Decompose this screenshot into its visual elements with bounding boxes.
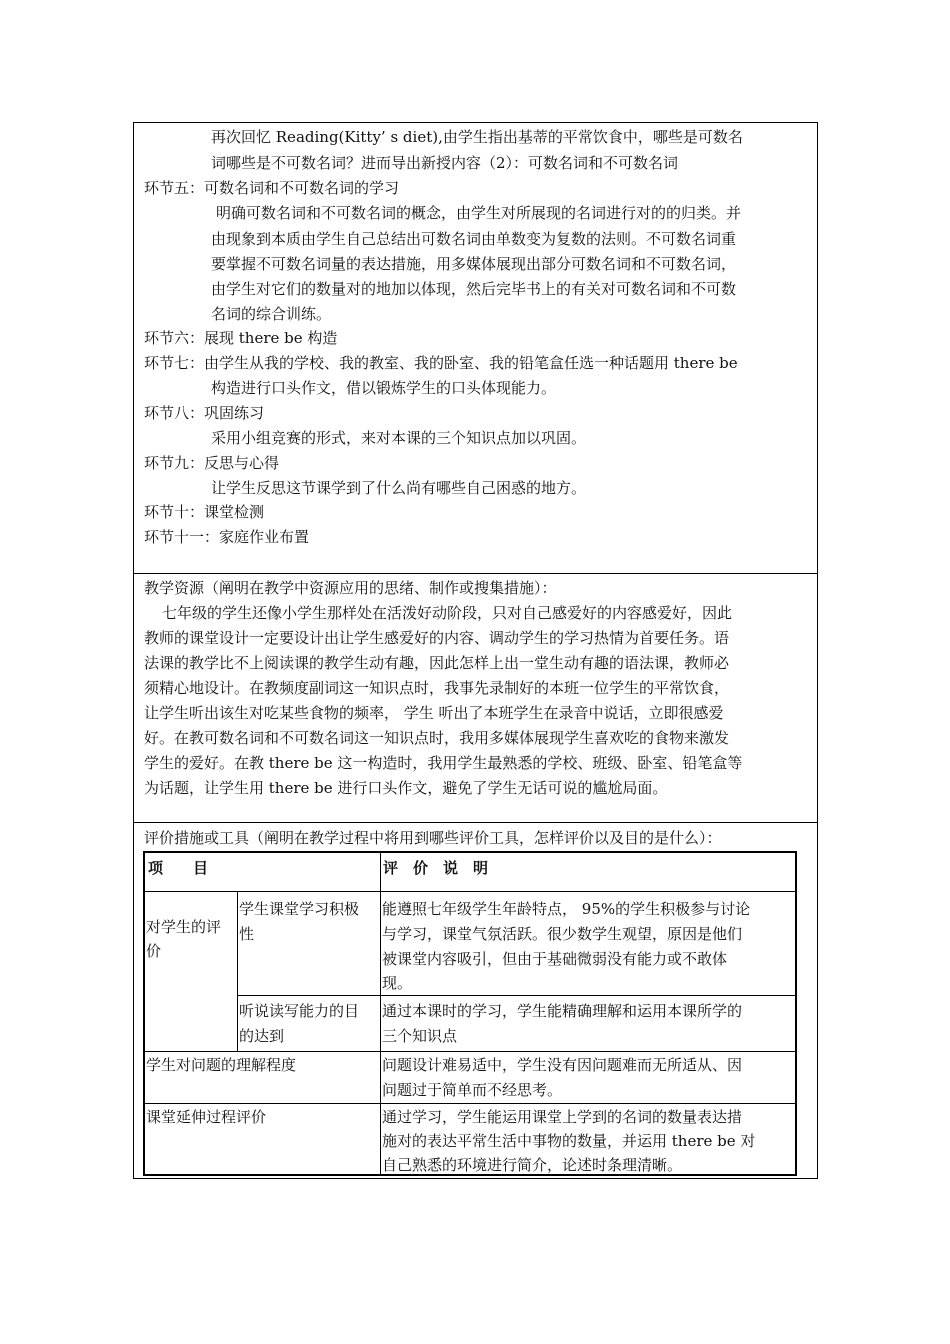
step-text: 再次回忆 Reading(Kitty’ s diet),由学生指出基蒂的平常饮食中，哪些是可数名 [211, 128, 743, 146]
row-description: 与学习，课堂气氛活跃。很少数学生观望，原因是他们 [382, 925, 743, 943]
section-heading: 教学资源（阐明在教学中资源应用的思绪、制作或搜集措施）： [144, 579, 557, 597]
paragraph-line: 学生的爱好。在教 there be 这一构造时，我用学生最熟悉的学校、班级、卧室、铅笔盒等 [144, 754, 743, 772]
paragraph-line: 法课的教学比不上阅读课的教学生动有趣，因此怎样上出一堂生动有趣的语法课，教师必 [144, 654, 730, 672]
step-text: 构造进行口头作文，借以锻炼学生的口头体现能力。 [211, 379, 557, 397]
table-rule [237, 891, 238, 1051]
evaluation-table [143, 851, 797, 1176]
row-item: 听说读写能力的目 [239, 1002, 360, 1020]
paragraph-line: 七年级的学生还像小学生那样处在活泼好动阶段，只对自己感爱好的内容感爱好，因此 [162, 604, 733, 622]
group-label: 对学生的评 [146, 918, 222, 936]
row-item: 性 [239, 925, 255, 943]
section-heading: 评价措施或工具（阐明在教学过程中将用到哪些评价工具，怎样评价以及目的是什么）： [144, 829, 722, 847]
row-item: 学生对问题的理解程度 [146, 1056, 297, 1074]
row-description: 问题设计难易适中，学生没有因问题难而无所适从、因 [382, 1056, 743, 1074]
row-description: 能遵照七年级学生年龄特点， 95%的学生积极参与讨论 [382, 900, 751, 918]
header-item: 项 目 [148, 859, 209, 877]
table-rule [145, 1051, 795, 1052]
step-text: 采用小组竞赛的形式，来对本课的三个知识点加以巩固。 [211, 429, 587, 447]
group-label: 价 [146, 942, 162, 960]
step-heading: 环节九：反思与心得 [144, 454, 280, 472]
row-description: 问题过于简单而不经思考。 [382, 1081, 563, 1099]
section-divider [133, 822, 818, 823]
row-description: 三个知识点 [382, 1027, 458, 1045]
step-text: 由现象到本质由学生自己总结出可数名词由单数变为复数的法则。不可数名词重 [211, 230, 737, 248]
row-description: 自己熟悉的环境进行简介，论述时条理清晰。 [382, 1156, 683, 1174]
table-rule [380, 853, 381, 1174]
row-item: 学生课堂学习积极 [239, 900, 360, 918]
section-divider [133, 573, 818, 574]
paragraph-line: 好。在教可数名词和不可数名词这一知识点时，我用多媒体展现学生喜欢吃的食物来激发 [144, 729, 730, 747]
step-text: 词哪些是不可数名词？进而导出新授内容（2）：可数名词和不可数名词 [211, 154, 679, 172]
row-description: 被课堂内容吸引，但由于基础微弱没有能力或不敢体 [382, 950, 728, 968]
step-text: 让学生反思这节课学到了什么尚有哪些自己困惑的地方。 [211, 479, 587, 497]
step-heading: 环节十一：家庭作业布置 [144, 528, 310, 546]
paragraph-line: 让学生听出该生对吃某些食物的频率， 学生 听出了本班学生在录音中说话，立即很感爱 [144, 704, 724, 722]
row-item: 的达到 [239, 1027, 285, 1045]
table-rule [237, 995, 795, 996]
step-text: 要掌握不可数名词量的表达措施，用多媒体展现出部分可数名词和不可数名词， [211, 255, 737, 273]
row-description: 现。 [382, 974, 413, 992]
row-description: 通过本课时的学习，学生能精确理解和运用本课所学的 [382, 1002, 743, 1020]
step-text: 明确可数名词和不可数名词的概念，由学生对所展现的名词进行对的的归类。并 [216, 204, 742, 222]
row-item: 课堂延伸过程评价 [146, 1108, 267, 1126]
step-heading: 环节五：可数名词和不可数名词的学习 [144, 179, 400, 197]
paragraph-line: 为话题，让学生用 there be 进行口头作文，避免了学生无话可说的尴尬局面。 [144, 779, 668, 797]
row-description: 通过学习，学生能运用课堂上学到的名词的数量表达措 [382, 1108, 743, 1126]
step-heading: 环节八：巩固练习 [144, 404, 265, 422]
step-text: 名词的综合训练。 [211, 305, 332, 323]
paragraph-line: 教师的课堂设计一定要设计出让学生感爱好的内容、调动学生的学习热情为首要任务。语 [144, 629, 730, 647]
table-rule [145, 891, 795, 892]
step-text: 由学生对它们的数量对的地加以体现，然后完毕书上的有关对可数名词和不可数 [211, 280, 737, 298]
table-rule [145, 1103, 795, 1104]
step-heading: 环节六：展现 there be 构造 [144, 329, 338, 347]
paragraph-line: 须精心地设计。在教频度副词这一知识点时，我事先录制好的本班一位学生的平常饮食， [144, 679, 730, 697]
header-description: 评 价 说 明 [383, 859, 489, 877]
step-heading: 环节十：课堂检测 [144, 503, 265, 521]
step-heading: 环节七：由学生从我的学校、我的教室、我的卧室、我的铅笔盒任选一种话题用 there be [144, 354, 738, 372]
row-description: 施对的表达平常生活中事物的数量，并运用 there be 对 [382, 1132, 756, 1150]
